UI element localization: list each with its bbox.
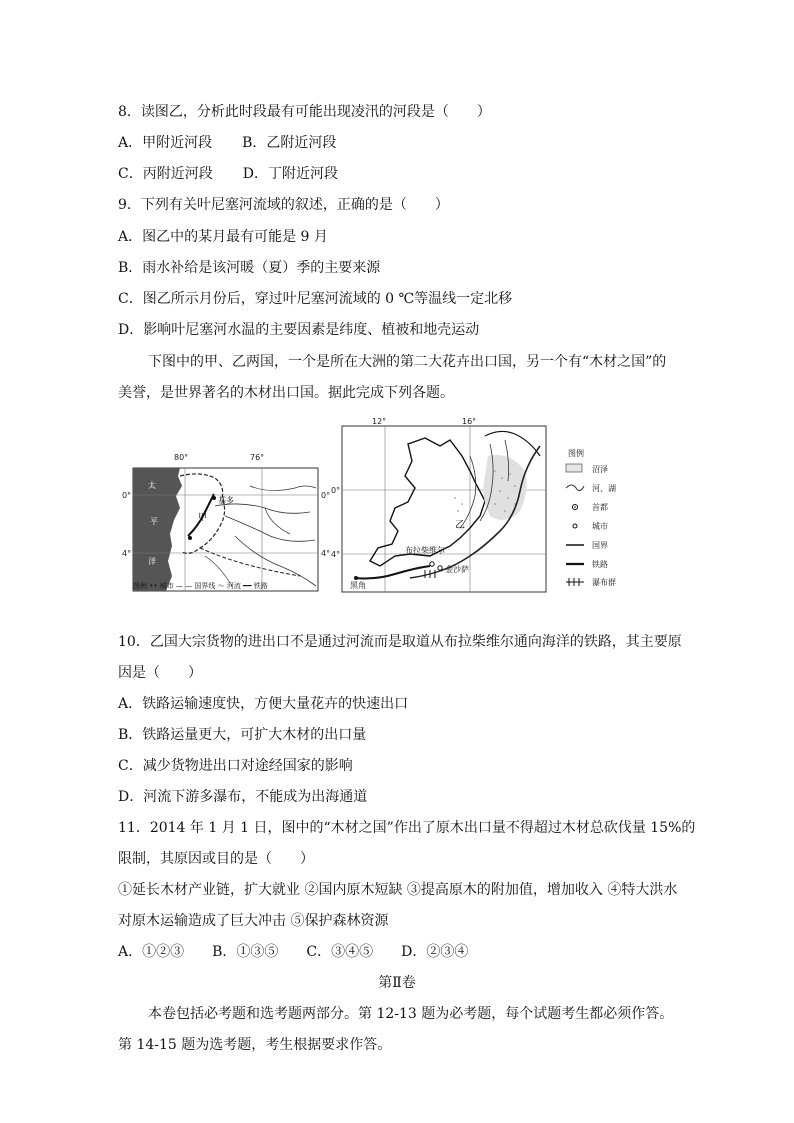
map-right-city-pointe-noire: 黑角 xyxy=(350,581,366,590)
q9-option-b: B．雨水补给是该河暖（夏）季的主要来源 xyxy=(118,260,381,276)
map-left-city-label: 基多 xyxy=(218,496,234,505)
q9-option-d: D．影响叶尼塞河水温的主要因素是纬度、植被和地壳运动 xyxy=(118,322,480,338)
q9-stem: 9．下列有关叶尼塞河流域的叙述，正确的是（ ） xyxy=(118,197,449,213)
map-left-lon-2: 76° xyxy=(250,453,265,462)
q9-option-a: A．图乙中的某月最有可能是 9 月 xyxy=(118,229,328,245)
map-right-lon-1: 12° xyxy=(372,417,387,426)
part2-line-2: 第 14-15 题为选考题，考生根据要求作答。 xyxy=(118,1037,392,1053)
legend-city: 城市 xyxy=(592,522,608,531)
part2-line-1: 本卷包括必考题和选考题两部分。第 12-13 题为必考题，每个试题考生都必须作答。 xyxy=(148,1006,674,1022)
q8-option-b: B．乙附近河段 xyxy=(242,135,337,151)
legend-waterfalls: 瀑布群 xyxy=(592,578,616,587)
q10-option-a: A．铁路运输速度快，方便大量花卉的快速出口 xyxy=(118,696,409,712)
map-left-country-label: 甲 xyxy=(198,513,208,523)
q11-stem-line-1: 11．2014 年 1 月 1 日，图中的“木材之国”作出了原木出口量不得超过木材总砍伐量 15%的 xyxy=(118,820,696,836)
map-left-lat-2-right: 4° xyxy=(321,549,331,558)
q11-stem-line-2: 限制，其原因或目的是（ ） xyxy=(118,851,314,867)
map-left xyxy=(122,453,330,591)
map-left-ocean-label-3: 洋 xyxy=(148,557,156,566)
part2-title: 第Ⅱ卷 xyxy=(378,975,416,991)
map-left-legend: 图例 •• 城市 — — 国界线 ～ 河流 ━━ 铁路 xyxy=(133,582,268,590)
legend-swamp: 沼泽 xyxy=(592,465,608,474)
maps-figure xyxy=(0,416,794,596)
legend-border: 国界 xyxy=(592,541,608,550)
legend-river-lake: 河、湖 xyxy=(592,484,616,493)
q10-option-b: B．铁路运量更大，可扩大木材的出口量 xyxy=(118,727,367,743)
map-right-lon-2: 16° xyxy=(462,417,477,426)
legend-title: 图例 xyxy=(568,449,584,458)
map-left-ocean-label-1: 太 xyxy=(148,481,156,490)
map-left-ocean-label-2: 平 xyxy=(150,517,158,526)
map-right-lat-1: 0° xyxy=(331,486,341,495)
map-left-lat-2: 4° xyxy=(122,549,132,558)
map-left-lat-1: 0° xyxy=(122,491,132,500)
q10-option-d: D．河流下游多瀑布，不能成为出海通道 xyxy=(118,789,368,805)
q8-stem: 8．读图乙，分析此时段最有可能出现凌汛的河段是（ ） xyxy=(118,104,491,120)
q10-stem-line-1: 10．乙国大宗货物的进出口不是通过河流而是取道从布拉柴维尔通向海洋的铁路，其主要原 xyxy=(118,634,682,650)
q10-stem-line-2: 因是（ ） xyxy=(118,665,202,681)
legend-capital: 首都 xyxy=(592,503,608,512)
map-right-lat-2: 4° xyxy=(331,550,341,559)
map-right-city-brazzaville: 布拉柴维尔 xyxy=(405,546,445,555)
legend-railway: 铁路 xyxy=(592,560,608,569)
q8-option-c: C．丙附近河段 xyxy=(118,166,213,182)
q9-option-c: C．图乙所示月份后，穿过叶尼塞河流域的 0 ℃等温线一定北移 xyxy=(118,291,513,307)
map-left-lat-1-right: 0° xyxy=(321,491,331,500)
q11-options: A．①②③ B．①③⑤ C．③④⑤ D．②③④ xyxy=(118,944,469,960)
q11-items-line-2: 对原木运输造成了巨大冲击 ⑤保护森林资源 xyxy=(118,913,389,929)
q8-option-a: A．甲附近河段 xyxy=(118,135,213,151)
map-right xyxy=(331,417,546,592)
map-right-legend xyxy=(566,448,616,587)
q8-option-d: D．丁附近河段 xyxy=(242,166,338,182)
intro-line-2: 美誉，是世界著名的木材出口国。据此完成下列各题。 xyxy=(118,385,454,401)
q10-option-c: C．减少货物进出口对途经国家的影响 xyxy=(118,758,353,774)
map-left-lon-1: 80° xyxy=(174,453,189,462)
map-right-city-kinshasa: 金沙萨 xyxy=(445,565,469,574)
q11-items-line-1: ①延长木材产业链，扩大就业 ②国内原木短缺 ③提高原木的附加值，增加收入 ④特大洪水 xyxy=(118,882,678,898)
map-right-country-label: 乙 xyxy=(455,520,465,531)
q8-options-row2 xyxy=(118,164,338,184)
intro-line-1: 下图中的甲、乙两国，一个是所在大洲的第二大花卉出口国，另一个有“木材之国”的 xyxy=(148,354,667,370)
q8-options-row1 xyxy=(118,133,336,153)
